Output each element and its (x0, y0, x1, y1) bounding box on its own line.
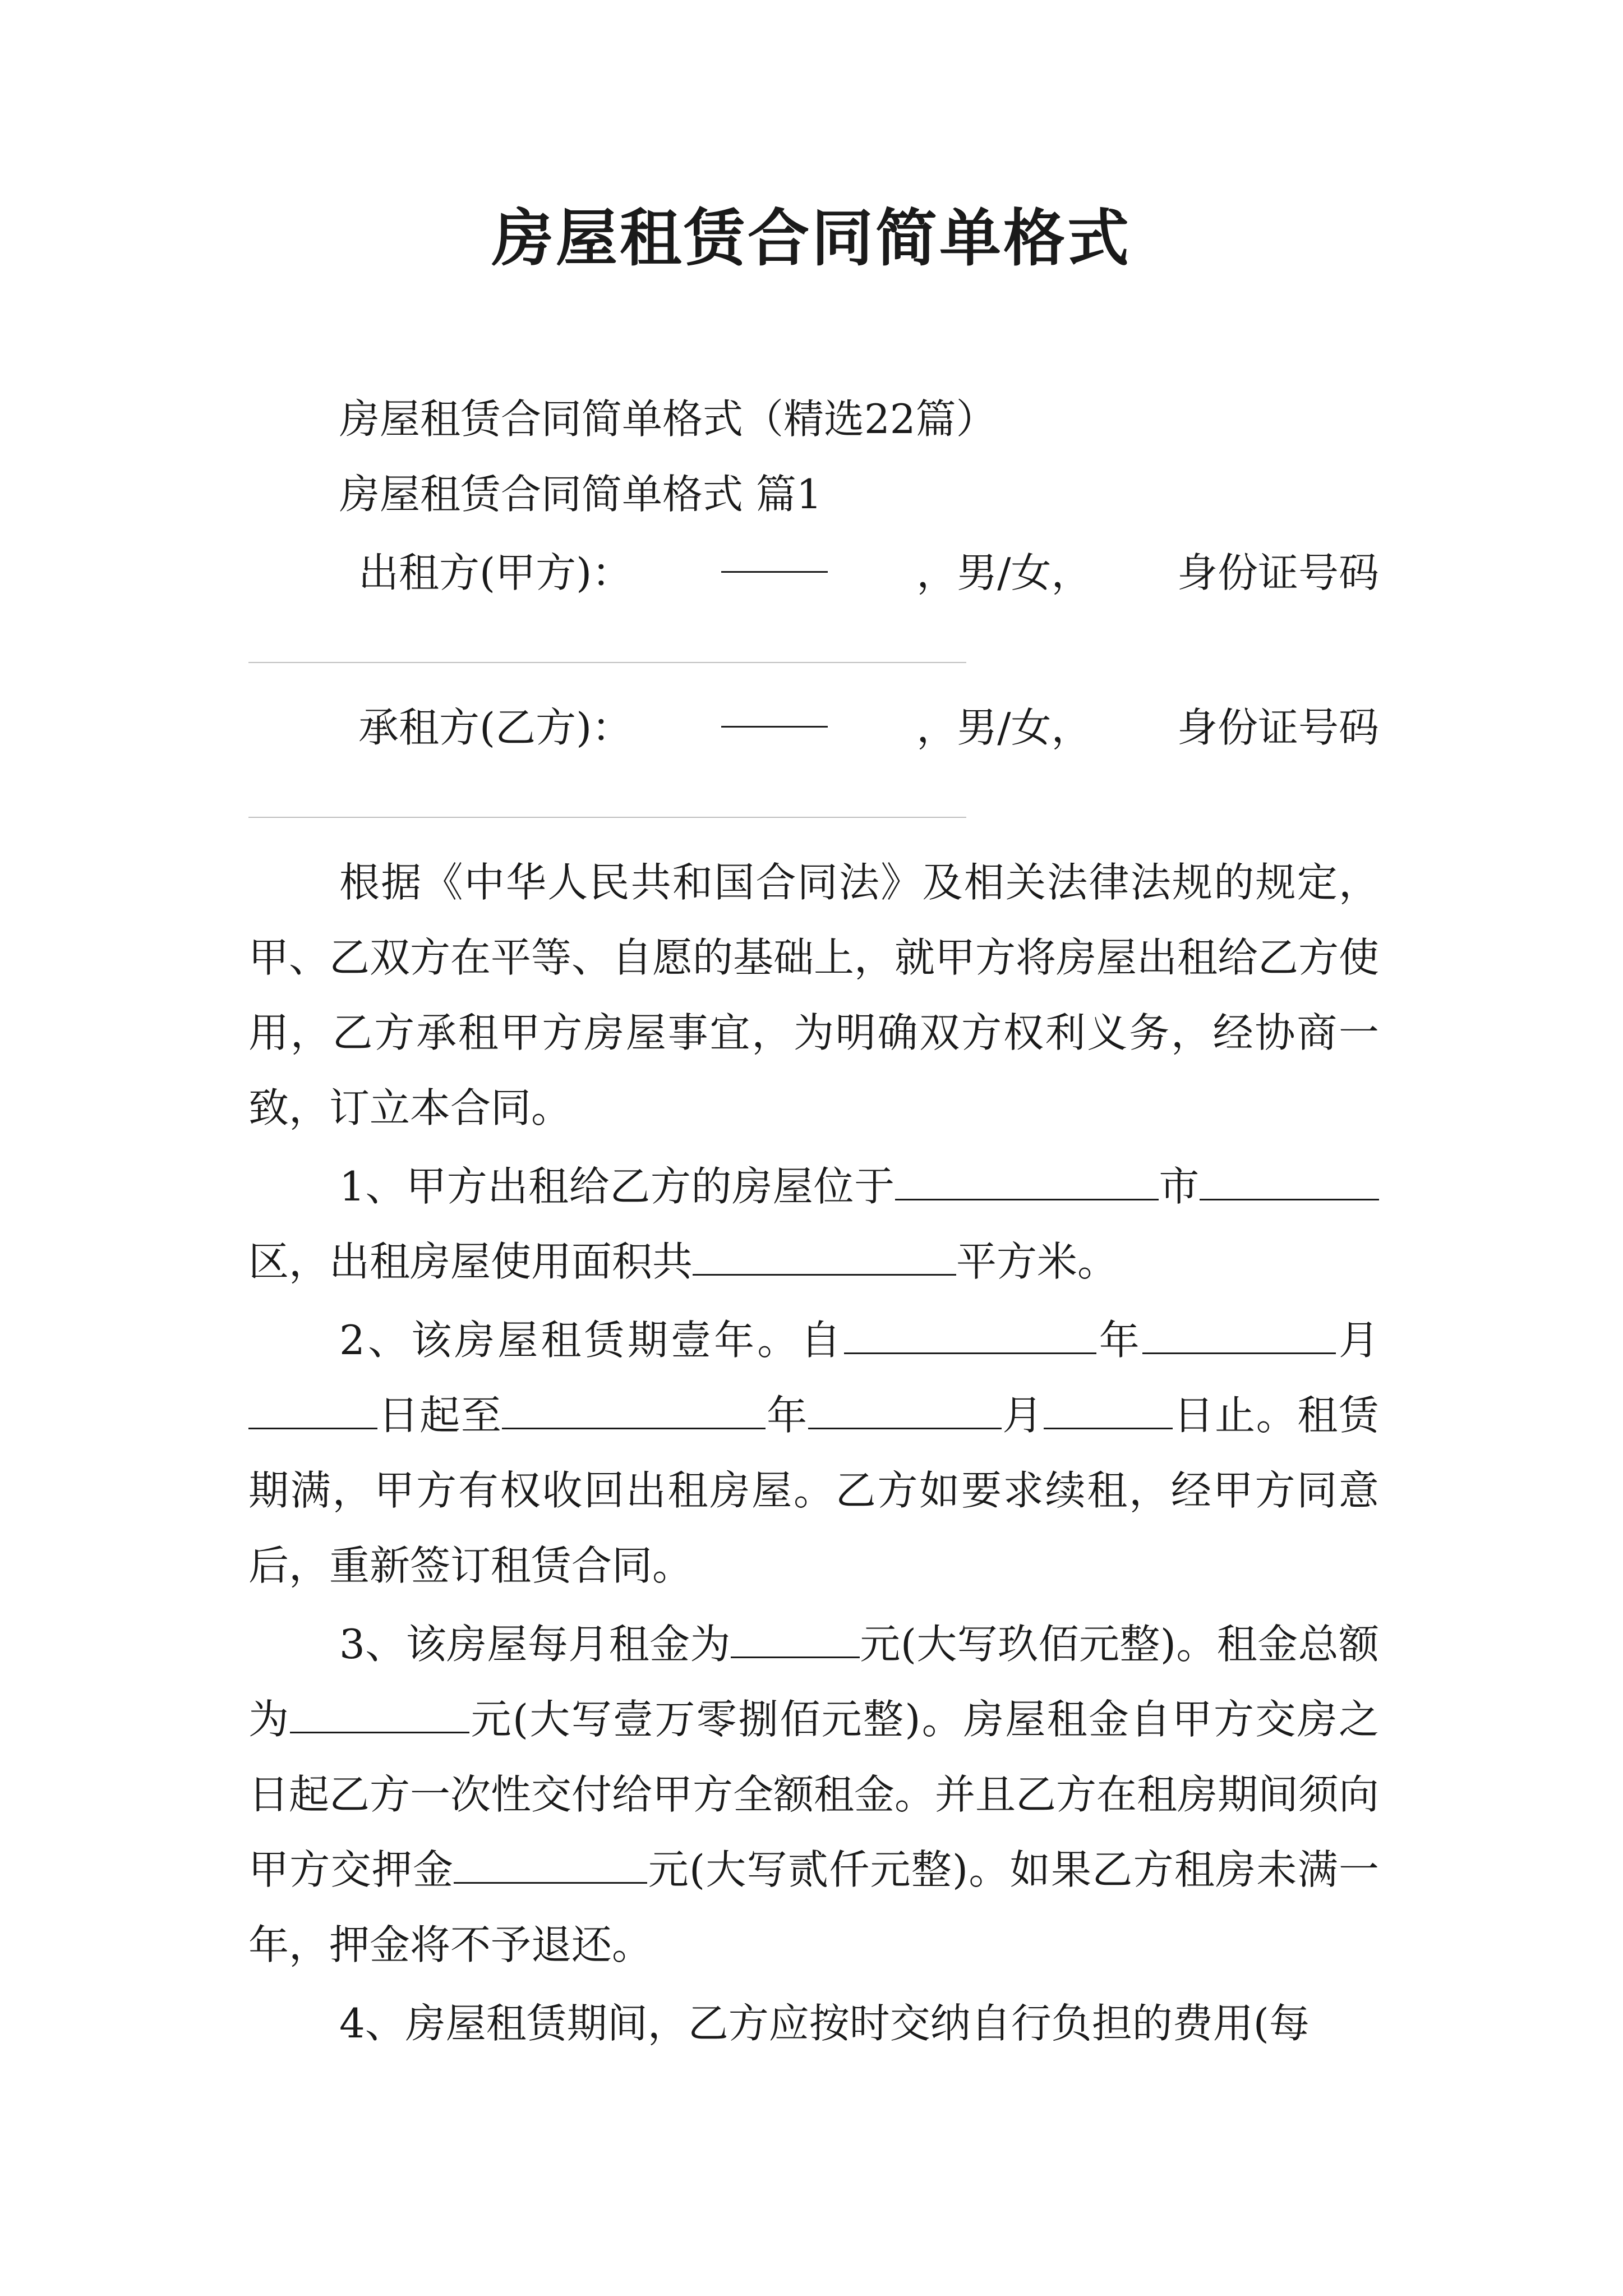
start-month-blank (1142, 1319, 1336, 1354)
lessee-line (248, 690, 1379, 765)
lessee-id-rule (248, 817, 966, 818)
lessor-id-label: 身份证号码 (1177, 549, 1379, 596)
clause-2-text-c: 月 (1335, 1317, 1379, 1364)
clause-2-text-e: 年 (766, 1392, 808, 1439)
start-day-blank (248, 1394, 377, 1429)
intro-paragraph: 根据《中华人民共和国合同法》及相关法律法规的规定，甲、乙双方在平等、自愿的基础上，就甲方将房屋出租给乙方使用，乙方承租甲方房屋事宜，为明确双方权利义务，经协商一致，订立本合同。 (248, 859, 1380, 1131)
document-body (248, 381, 1379, 2061)
end-month-blank (808, 1394, 1002, 1429)
clause-2-text-b: 年 (1096, 1317, 1142, 1364)
lessor-gender: ，男/女， (916, 549, 1092, 596)
deposit-blank (454, 1848, 647, 1884)
clause-1-text-b: 市 (1158, 1163, 1200, 1210)
clause-2-text-f: 月 (1001, 1392, 1044, 1439)
clause-2-text-g: 日止。租赁期满，甲方有权收回出租房屋。乙方如要求续租，经甲方同意后，重新签订租赁合同。 (248, 1392, 1379, 1589)
clause-1-text-a: 1、甲方出租给乙方的房屋位于 (339, 1163, 895, 1210)
lessor-label: 出租方(甲方)： (358, 549, 633, 596)
clause-3 (248, 1607, 1379, 1982)
end-year-blank (502, 1394, 766, 1429)
total-rent-blank (290, 1698, 469, 1733)
city-blank (895, 1165, 1159, 1200)
document-subtitle: 房屋租赁合同简单格式（精选22篇） (339, 395, 997, 443)
clause-3-text-b: 元(大写玖佰元整)。租金总额为 (248, 1621, 1379, 1743)
clause-4 (248, 1986, 1379, 2061)
section-heading: 房屋租赁合同简单格式 篇1 (339, 471, 822, 518)
start-year-blank (844, 1319, 1096, 1354)
clause-3-text-a: 3、该房屋每月租金为 (339, 1621, 731, 1668)
document-title: 房屋租赁合同简单格式 (492, 202, 1131, 274)
lessee-gender: ，男/女， (916, 704, 1092, 751)
lessor-line (248, 535, 1379, 610)
clause-1-text-d: 平方米。 (956, 1238, 1118, 1285)
lessor-name-blank (721, 535, 828, 573)
area-blank (693, 1240, 956, 1276)
lessor-id-rule (248, 662, 966, 663)
district-blank (1200, 1165, 1379, 1200)
clause-2-text-a: 2、该房屋租赁期壹年。自 (339, 1317, 844, 1364)
lessee-label: 承租方(乙方)： (358, 704, 633, 751)
clause-3-text-c: 元(大写壹万零捌佰元整)。房屋租金自甲方交房之日起乙方一次性交付给甲方全额租金。并且乙方在租房期间须向甲方交押金 (248, 1696, 1380, 1893)
clause-1 (248, 1149, 1379, 1299)
clause-2-text-d: 日起至 (377, 1392, 502, 1439)
clause-2 (248, 1303, 1379, 1603)
lessee-name-blank (721, 690, 828, 728)
lessee-id-label: 身份证号码 (1177, 704, 1379, 751)
end-day-blank (1044, 1394, 1173, 1429)
clause-4-text-a: 4、房屋租赁期间，乙方应按时交纳自行负担的费用(每 (339, 2000, 1310, 2047)
clause-3-text-d: 元(大写贰仟元整)。如果乙方租房未满一年，押金将不予退还。 (248, 1846, 1379, 1968)
clause-1-text-c: 区，出租房屋使用面积共 (248, 1238, 693, 1285)
monthly-rent-blank (731, 1623, 860, 1658)
